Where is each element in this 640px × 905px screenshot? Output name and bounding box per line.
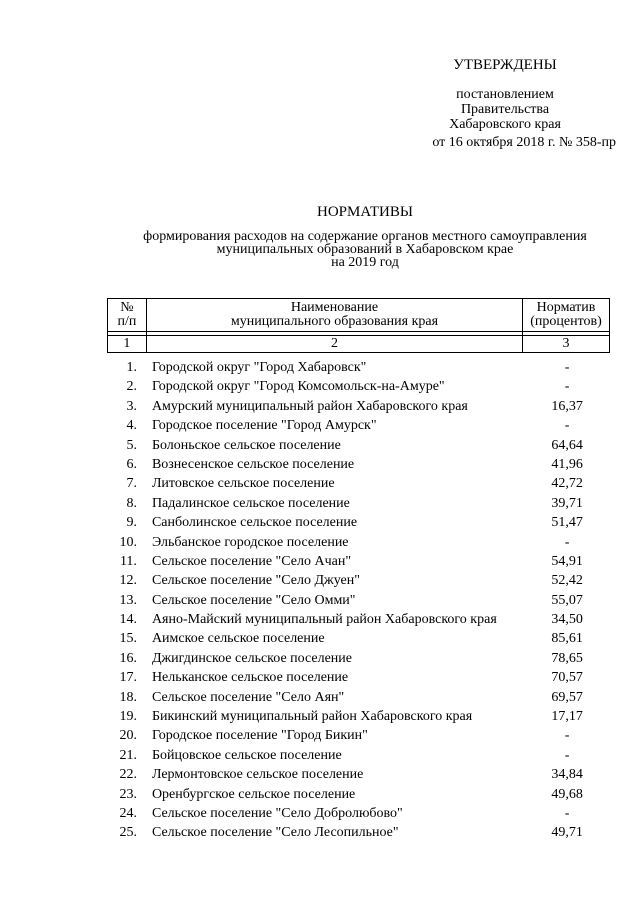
row-number: 20. (119, 728, 137, 744)
row-value: 51,47 (551, 515, 583, 531)
table-row (107, 571, 610, 590)
table-row (107, 804, 610, 823)
title-line-2: муниципальных образований в Хабаровском крае (216, 242, 514, 257)
table-row (107, 668, 610, 687)
row-name: Бикинский муниципальный район Хабаровского края (151, 709, 473, 725)
row-name: Сельское поселение "Село Ачан" (151, 553, 352, 569)
header-name: Наименование муниципального образования края (146, 299, 522, 332)
row-number: 11. (119, 553, 137, 569)
row-name: Сельское поселение "Село Омми" (151, 592, 356, 608)
row-name: Падалинское сельское поселение (151, 495, 350, 511)
row-value: 64,64 (551, 437, 583, 453)
row-value: 52,42 (551, 573, 583, 589)
row-name: Аяно-Майский муниципальный район Хабаровского края (151, 612, 497, 628)
row-name: Джигдинское сельское поселение (151, 650, 352, 666)
table-row (107, 629, 610, 648)
row-value: 34,50 (551, 612, 583, 628)
row-value: - (564, 360, 570, 375)
row-number: 24. (119, 805, 137, 821)
table-header (107, 298, 610, 353)
approval-stamp (400, 57, 616, 150)
row-value: - (564, 534, 570, 550)
table-row (107, 726, 610, 745)
table-row (107, 474, 610, 493)
table-row (107, 377, 610, 396)
row-number: 10. (119, 534, 137, 550)
row-name: Сельское поселение "Село Лесопильное" (151, 825, 399, 841)
row-value: - (564, 728, 570, 744)
table-row (107, 746, 610, 765)
row-number: 3. (126, 398, 137, 414)
header-norm: Норматив (процентов) (523, 299, 610, 332)
row-name: Лермонтовское сельское поселение (151, 767, 364, 783)
approval-heading: УТВЕРЖДЕНЫ (453, 57, 557, 73)
approval-line-1: постановлением (456, 87, 554, 102)
table-row (107, 823, 610, 842)
row-value: 49,68 (551, 786, 583, 802)
row-number: 7. (126, 476, 137, 492)
row-number: 23. (119, 786, 137, 802)
row-value: 85,61 (551, 631, 583, 647)
row-name: Городское поселение "Город Бикин" (151, 728, 368, 744)
table-row (107, 397, 610, 416)
row-name: Сельское поселение "Село Джуен" (151, 573, 360, 589)
header-num: № п/п (108, 299, 147, 332)
row-number: 25. (119, 825, 137, 841)
table-row (107, 591, 610, 610)
table-row (107, 610, 610, 629)
row-value: 16,37 (551, 398, 583, 414)
col-number-3: 3 (523, 336, 610, 353)
row-number: 19. (119, 709, 137, 725)
table-row (107, 765, 610, 784)
row-number: 9. (126, 515, 137, 531)
title-main: НОРМАТИВЫ (317, 204, 413, 220)
row-name: Нельканское сельское поселение (151, 670, 349, 686)
row-value: 42,72 (551, 476, 583, 492)
approval-line-2: Правительства (460, 102, 550, 117)
row-value: - (564, 379, 570, 395)
row-number: 14. (119, 612, 137, 628)
row-value: 17,17 (551, 709, 583, 725)
row-number: 17. (119, 670, 137, 686)
row-name: Сельское поселение "Село Аян" (151, 689, 345, 705)
row-number: 21. (119, 747, 137, 763)
row-number: 16. (119, 650, 137, 666)
document-title (80, 206, 640, 269)
table-body (107, 358, 610, 843)
table-row (107, 649, 610, 668)
row-name: Санболинское сельское поселение (151, 515, 358, 531)
row-value: - (564, 418, 570, 434)
row-number: 8. (126, 495, 137, 511)
title-line-3: на 2019 год (331, 255, 399, 270)
row-name: Бойцовское сельское поселение (151, 747, 342, 763)
row-number: 18. (119, 689, 137, 705)
table-row (107, 688, 610, 707)
table-row (107, 533, 610, 552)
row-value: 69,57 (551, 689, 583, 705)
row-value: 49,71 (551, 825, 583, 841)
row-value: 70,57 (551, 670, 583, 686)
row-name: Городское поселение "Город Амурск" (151, 418, 377, 434)
table-row (107, 358, 610, 377)
table-row (107, 785, 610, 804)
row-number: 6. (126, 456, 137, 472)
row-value: 54,91 (551, 553, 583, 569)
row-name: Городской округ "Город Хабаровск" (151, 360, 367, 375)
row-name: Городской округ "Город Комсомольск-на-Амуре" (151, 379, 445, 395)
row-name: Эльбанское городское поселение (151, 534, 349, 550)
row-name: Сельское поселение "Село Добролюбово" (151, 805, 403, 821)
row-value: 41,96 (551, 456, 583, 472)
row-value: 78,65 (551, 650, 583, 666)
table-row (107, 436, 610, 455)
row-number: 15. (119, 631, 137, 647)
title-line-1: формирования расходов на содержание органов местного самоуправления (143, 229, 587, 244)
table-row (107, 513, 610, 532)
row-value: 34,84 (551, 767, 583, 783)
row-name: Амурский муниципальный район Хабаровского края (151, 398, 468, 414)
row-number: 2. (126, 379, 137, 395)
row-name: Болоньское сельское поселение (151, 437, 341, 453)
row-number: 13. (119, 592, 137, 608)
approval-date: от 16 октября 2018 г. № 358-пр (432, 135, 616, 150)
table-row (107, 455, 610, 474)
row-number: 12. (119, 573, 137, 589)
row-name: Аимское сельское поселение (151, 631, 325, 647)
row-number: 5. (126, 437, 137, 453)
row-value: 55,07 (551, 592, 583, 608)
row-name: Оренбургское сельское поселение (151, 786, 356, 802)
row-number: 4. (126, 418, 137, 434)
row-number: 1. (126, 360, 137, 375)
table-row (107, 552, 610, 571)
row-value: - (564, 747, 570, 763)
row-value: 39,71 (551, 495, 583, 511)
table-row (107, 494, 610, 513)
row-name: Литовское сельское поселение (151, 476, 335, 492)
col-number-2: 2 (146, 336, 522, 353)
row-name: Вознесенское сельское поселение (151, 456, 355, 472)
table-row (107, 707, 610, 726)
row-number: 22. (119, 767, 137, 783)
row-value: - (564, 805, 570, 821)
col-number-1: 1 (108, 336, 147, 353)
table-row (107, 416, 610, 435)
approval-line-3: Хабаровского края (449, 117, 561, 132)
